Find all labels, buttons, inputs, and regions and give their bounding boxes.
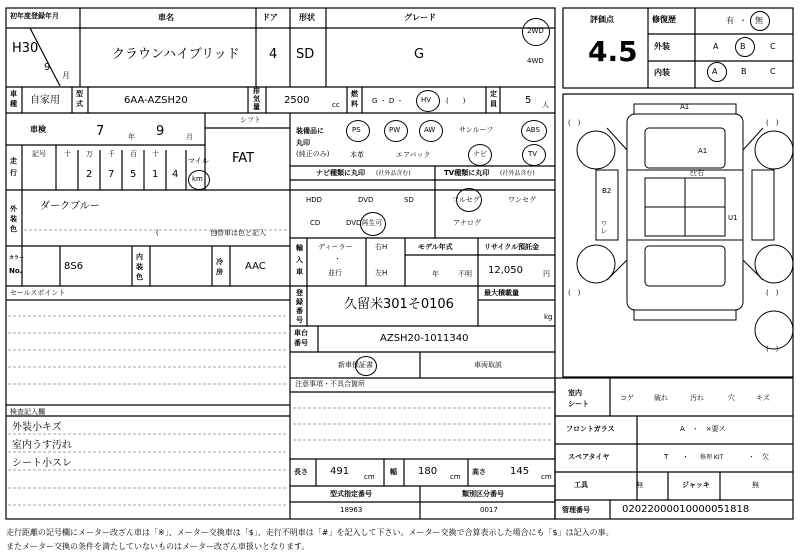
model-year-unknown: 不明 — [458, 270, 472, 278]
seat-koge: コゲ — [620, 394, 634, 402]
diag-paren: ( ) — [766, 345, 779, 353]
fuel-paren: ( ) — [446, 97, 466, 105]
door-value: 4 — [269, 47, 278, 62]
class-no-label: 類別区分番号 — [462, 490, 504, 498]
footnote-line-1: 走行距離の記号欄にメーター改ざん車は「※」、メーター交換車は「$」、走行不明車は「#」を記入して下さい。メーター交換で合算表示した場合にも「$」は記入の事。 — [6, 528, 614, 537]
diag-paren: ( ) — [766, 119, 779, 127]
diag-paren: ( ) — [766, 289, 779, 297]
interior-b: B — [741, 67, 747, 76]
car-diagram — [577, 104, 793, 349]
equip-navi: ナビ — [473, 150, 487, 158]
inspection-label: 車検 — [30, 125, 46, 134]
inspector-line: 室内うす汚れ — [12, 440, 72, 451]
exterior-label: 外装 — [654, 42, 670, 51]
diag-right-text: ﾋﾋ右 — [690, 169, 704, 177]
int-color-label-2: 装 — [136, 263, 143, 271]
import-dealer: ディーラー — [318, 243, 353, 251]
windshield-label: フロントガラス — [566, 425, 615, 433]
height-value: 145 — [510, 466, 530, 477]
recycle-label: リサイクル預託金 — [484, 243, 540, 251]
equip-pw: PW — [389, 126, 401, 134]
equip-aw: AW — [424, 126, 436, 134]
shape-label: 形状 — [299, 13, 315, 22]
jack-value: 無 — [752, 481, 759, 489]
mileage-mile: マイル — [188, 157, 209, 165]
mileage-digit: 2 — [86, 169, 93, 180]
cap-label-1: 定 — [490, 90, 497, 98]
mileage-digit: 4 — [172, 169, 179, 180]
navi-hdd: HDD — [306, 196, 323, 204]
max-load-unit: kg — [544, 313, 553, 321]
spare-dot1: ・ — [682, 453, 689, 461]
car-name: クラウンハイブリッド — [112, 47, 240, 62]
reg-no-label-1: 登 — [296, 289, 303, 297]
length-value: 491 — [330, 466, 350, 477]
seat-hole: 穴 — [728, 394, 735, 402]
import-left: 左H — [375, 269, 388, 277]
reg-no-label-2: 録 — [296, 298, 303, 306]
equip-label-3: (純正のみ) — [296, 150, 330, 158]
exterior-b: B — [740, 42, 746, 51]
notes-label: 注意事項・不具合箇所 — [295, 380, 365, 388]
mileage-digit: 1 — [152, 169, 159, 180]
shape-value: SD — [296, 47, 315, 62]
equip-label-2: 丸印 — [296, 139, 310, 147]
seat-label-2: シート — [568, 400, 589, 408]
aircon-label-1: 冷 — [216, 258, 223, 266]
tv-type-label: TV種類に丸印 — [444, 169, 490, 177]
mileage-label-1: 走 — [10, 157, 17, 165]
fuel-label-2: 料 — [351, 100, 358, 108]
exterior-a: A — [713, 42, 719, 51]
model-value: 6AA-AZSH20 — [124, 95, 188, 106]
jack-label: ジャッキ — [682, 481, 710, 489]
navi-cd: CD — [310, 219, 321, 227]
import-label-3: 車 — [296, 268, 303, 276]
navi-dvd: DVD — [358, 196, 374, 204]
inspector-line: 外装小キズ — [12, 422, 62, 433]
import-dot: ・ — [334, 255, 341, 263]
class-no-value: 0017 — [480, 506, 498, 514]
chassis-label-2: 番号 — [294, 339, 308, 347]
inspection-month: 9 — [156, 124, 165, 139]
exterior-c: C — [770, 42, 776, 51]
inspection-year: 7 — [96, 124, 105, 139]
equip-airbag: エアバック — [396, 151, 431, 159]
cap-label-2: 員 — [490, 100, 497, 108]
max-load-label: 最大積載量 — [484, 289, 519, 297]
type-no-value: 18963 — [340, 506, 363, 514]
interior-label: 内装 — [654, 68, 670, 77]
color-no-label-2: No. — [9, 267, 23, 275]
disp-value: 2500 — [284, 95, 310, 106]
color-label-3: 色 — [10, 225, 17, 233]
mileage-col-5: 十 — [152, 150, 159, 158]
width-value: 180 — [418, 466, 438, 477]
color-value: ダークブルー — [40, 201, 100, 212]
capacity-unit: 人 — [542, 101, 549, 109]
diag-ware: ワレ — [600, 220, 608, 234]
mileage-digit: 5 — [130, 169, 137, 180]
score-label: 評価点 — [590, 15, 614, 24]
width-label: 幅 — [390, 468, 397, 476]
seat-dirt: 汚れ — [690, 394, 704, 402]
drive-4wd: 4WD — [527, 57, 544, 65]
repair-label: 修復歴 — [652, 15, 676, 24]
windshield-value: A ・ ×要ス — [680, 425, 726, 433]
color-paren: ( ) — [156, 229, 218, 237]
color-changed: 色替車は色と記入 — [210, 229, 266, 237]
seat-scratch: キズ — [756, 394, 770, 402]
reg-era: H30 — [12, 41, 39, 56]
int-color-label-3: 色 — [136, 273, 143, 281]
reg-month-unit: 月 — [62, 71, 70, 80]
mileage-col-3: 千 — [108, 150, 115, 158]
mgmt-value: 02022000010000051818 — [622, 504, 750, 515]
diag-paren: ( ) — [568, 119, 581, 127]
spare-label: スペアタイヤ — [568, 453, 610, 461]
diag-paren: ( ) — [568, 289, 581, 297]
disp-unit: cc — [332, 101, 340, 109]
mileage-col-1: 十 — [64, 150, 71, 158]
aircon-label-2: 房 — [216, 268, 223, 276]
fuel-hv: HV — [421, 96, 432, 104]
mileage-col-2: 万 — [86, 150, 93, 158]
warranty-new: 新車保証書 — [338, 361, 373, 369]
door-label: ドア — [262, 13, 278, 22]
equip-leather: 本革 — [350, 151, 364, 159]
navi-sd: SD — [404, 196, 414, 204]
inspection-year-unit: 年 — [128, 133, 135, 141]
footnote-line-2: またメーター交換の条件を満たしていないものはメーター改ざん車扱いとなります。 — [6, 542, 310, 551]
height-unit: cm — [541, 473, 552, 481]
equip-abs: ABS — [526, 126, 540, 134]
diag-a1-top: A1 — [680, 103, 690, 111]
drive-2wd: 2WD — [527, 27, 544, 35]
recycle-unit: 円 — [543, 270, 550, 278]
reg-no-label-4: 号 — [296, 316, 303, 324]
diag-a1-side: A1 — [698, 147, 708, 155]
color-no-value: 8S6 — [64, 261, 84, 272]
aircon-value: AAC — [245, 261, 266, 272]
mileage-kigou: 記号 — [32, 150, 46, 158]
grade-value: G — [414, 47, 425, 62]
reg-month: 9 — [44, 62, 51, 73]
int-color-label-1: 内 — [136, 253, 143, 261]
navi-dvd-play: DVD再生可 — [346, 219, 383, 227]
mileage-col-4: 百 — [130, 150, 137, 158]
seat-tear: 破れ — [654, 394, 668, 402]
diag-b2: B2 — [602, 187, 612, 195]
inspector-label: 検査記入欄 — [10, 408, 45, 416]
shift-value: FAT — [232, 151, 255, 166]
diag-u1: U1 — [728, 214, 738, 222]
type-no-label: 型式指定番号 — [330, 490, 372, 498]
length-label: 長さ — [294, 468, 308, 476]
equip-label: 装備品に — [296, 127, 324, 135]
reg-no-label-3: 番 — [296, 307, 303, 315]
color-label-2: 装 — [10, 215, 17, 223]
length-unit: cm — [364, 473, 375, 481]
mgmt-label: 管理番号 — [562, 506, 590, 514]
height-label: 高さ — [472, 468, 486, 476]
tv-type-sub: (社外品含む) — [500, 170, 535, 177]
chassis-value: AZSH20-1011340 — [380, 333, 469, 344]
inspector-line: シート小スレ — [12, 458, 72, 469]
tv-analog: アナログ — [453, 219, 481, 227]
interior-a: A — [712, 67, 718, 76]
disp-label-2: 気 — [253, 95, 260, 103]
fuel-options: G ・ D ・ — [372, 97, 404, 105]
usage-value: 自家用 — [30, 95, 60, 106]
model-year-label: モデル年式 — [418, 243, 453, 251]
color-no-label-1: カラー — [9, 255, 25, 261]
repair-yes: 有 — [726, 16, 734, 25]
shift-label: シフト — [240, 116, 261, 124]
disp-label-3: 量 — [253, 103, 260, 111]
car-label: 車名 — [158, 13, 174, 22]
equip-sunroof: サンルーフ — [459, 126, 494, 134]
import-label-2: 入 — [296, 256, 303, 264]
score-value: 4.5 — [588, 35, 638, 68]
inspection-month-unit: 月 — [186, 133, 193, 141]
grade-label: グレード — [404, 13, 436, 22]
model-label-1: 型 — [76, 90, 83, 98]
tools-label: 工具 — [574, 481, 588, 489]
spare-dot2: ・ — [748, 453, 755, 461]
equip-tv: TV — [528, 150, 538, 158]
seat-label-1: 室内 — [568, 389, 582, 397]
import-label-1: 輸 — [296, 244, 303, 252]
spare-kit: 修理 KIT — [700, 454, 724, 461]
reg-no-value: 久留米301そ0106 — [344, 297, 454, 312]
sales-point-label: セールスポイント — [10, 289, 66, 297]
chassis-label-1: 車台 — [294, 329, 308, 337]
reg-label: 初年度登録年月 — [10, 12, 59, 20]
recycle-value: 12,050 — [488, 265, 523, 276]
tools-value: 無 — [636, 481, 643, 489]
model-label-2: 式 — [76, 100, 83, 108]
tv-oneseg: ワンセグ — [508, 196, 536, 204]
repair-no: 無 — [755, 16, 763, 25]
fuel-label-1: 燃 — [351, 90, 358, 98]
navi-type-sub: (社外品含む) — [376, 170, 411, 177]
interior-c: C — [770, 67, 776, 76]
model-year-year: 年 — [432, 270, 439, 278]
usage-label-1: 車 — [10, 90, 17, 98]
spare-none: 欠 — [762, 453, 769, 461]
mileage-label-2: 行 — [10, 169, 17, 177]
capacity-value: 5 — [525, 95, 532, 106]
spare-t: T — [664, 453, 669, 461]
mileage-km: km — [192, 175, 203, 183]
warranty-manual: 車両取説 — [474, 361, 502, 369]
disp-label-1: 排 — [253, 87, 260, 95]
import-right: 右H — [375, 243, 388, 251]
navi-type-label: ナビ種類に丸印 — [316, 169, 365, 177]
equip-ps: PS — [352, 126, 361, 134]
width-unit: cm — [450, 473, 461, 481]
color-label-1: 外 — [10, 205, 17, 213]
mileage-digit: 7 — [108, 169, 115, 180]
usage-label-2: 種 — [10, 100, 17, 108]
tv-fullseg: フルセグ — [452, 196, 480, 204]
import-parallel: 並行 — [328, 269, 342, 277]
